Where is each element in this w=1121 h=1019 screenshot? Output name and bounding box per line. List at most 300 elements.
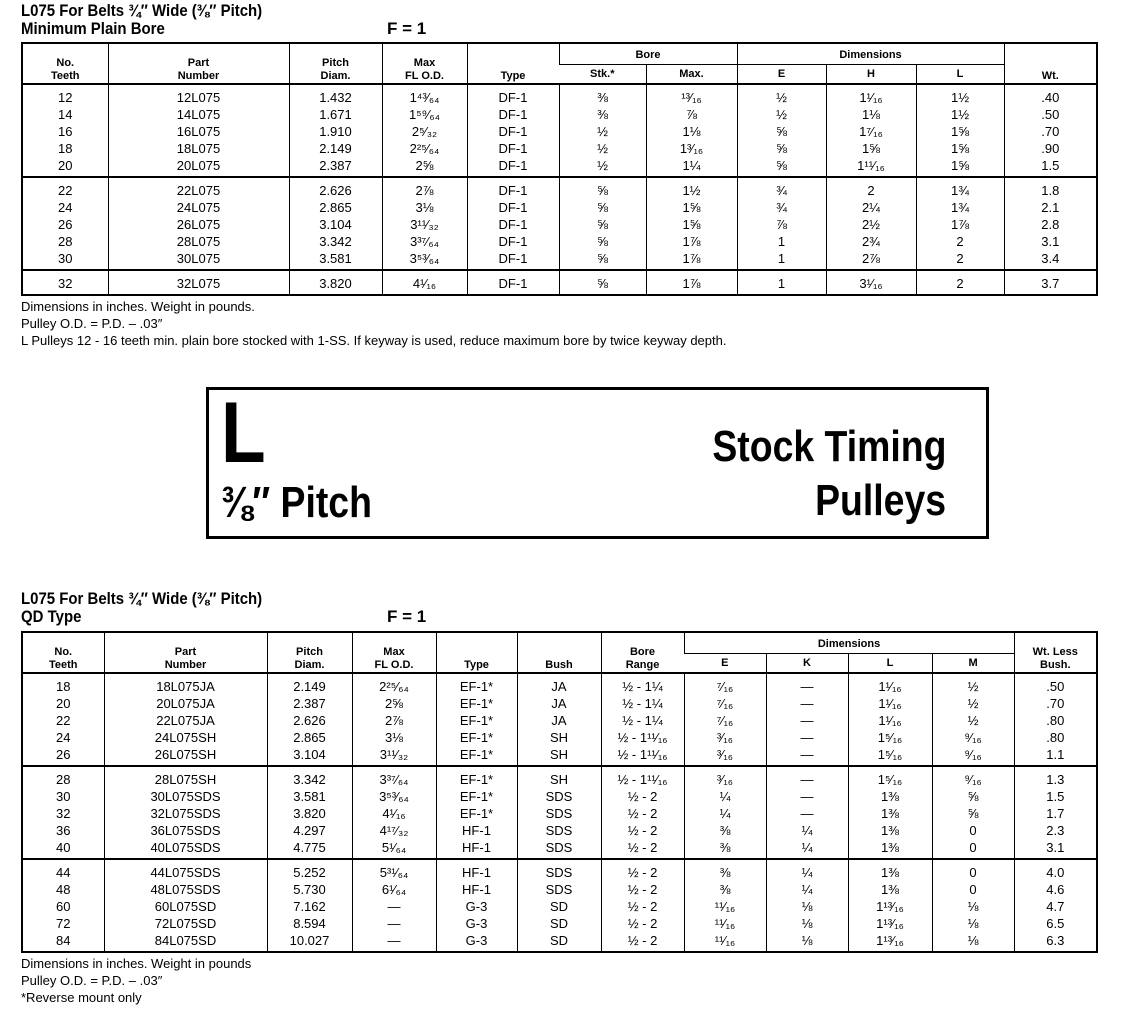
table-cell: 6¹⁄₆₄ (352, 881, 436, 898)
table-cell: ¹¹⁄₁₆ (684, 915, 766, 932)
table-cell: 1.432 (289, 84, 382, 106)
table-cell: — (766, 805, 848, 822)
table-cell: ⅜ (684, 859, 766, 881)
table-cell: ³⁄₁₆ (684, 729, 766, 746)
table-cell: .80 (1014, 712, 1097, 729)
table-cell: 1.671 (289, 106, 382, 123)
table-cell: 3¹⁄₁₆ (826, 270, 916, 295)
table-cell: ½ - 2 (601, 932, 684, 952)
table-cell: 1⅜ (848, 839, 932, 859)
table-cell: 18 (58, 141, 73, 156)
table-row (22, 898, 1097, 915)
col-wt: Wt. (1004, 43, 1097, 84)
table-cell: — (766, 695, 848, 712)
table-cell: 3¹¹⁄₃₂ (352, 746, 436, 766)
table-cell: 3¹¹⁄₃₂ (382, 216, 467, 233)
table-cell: DF-1 (467, 233, 559, 250)
table-cell: 24 (56, 730, 71, 745)
table-cell: 6.5 (1014, 915, 1097, 932)
table-cell: 84 (56, 933, 71, 948)
table-cell: 5.730 (267, 881, 352, 898)
table-cell: 1¹⁄₁₆ (848, 695, 932, 712)
qd-type-table (21, 631, 1098, 953)
table-cell: 4.775 (267, 839, 352, 859)
table-cell: G-3 (436, 898, 517, 915)
table-cell: ⅛ (766, 932, 848, 952)
table-cell: DF-1 (467, 270, 559, 295)
table-cell: — (352, 898, 436, 915)
section2-notes (21, 955, 1096, 1006)
table-cell: 1⁵⁹⁄₆₄ (382, 106, 467, 123)
note-line: Dimensions in inches. Weight in pounds (21, 956, 252, 971)
col-dim-e: E (737, 65, 826, 85)
table-cell: 3⁵³⁄₆₄ (382, 250, 467, 270)
qd-type-section (21, 590, 1096, 1006)
table-cell: EF-1* (436, 805, 517, 822)
col-dim-l: L (916, 65, 1004, 85)
table-cell: 0 (932, 859, 1014, 881)
table-cell: 1.910 (289, 123, 382, 140)
table-cell: ⅝ (559, 199, 646, 216)
table-cell: 5.252 (267, 859, 352, 881)
col-dim-h: H (826, 65, 916, 85)
col-pitch: Pitch Diam. (289, 43, 382, 84)
minimum-plain-bore-section (21, 2, 1096, 349)
table-cell: 3.820 (267, 805, 352, 822)
table-cell: 2⅝ (382, 157, 467, 177)
section2-subtitle-row (21, 608, 1096, 626)
table-cell: 3.581 (267, 788, 352, 805)
table-cell: 26L075SH (104, 746, 267, 766)
table-cell: ⅜ (684, 839, 766, 859)
table-cell: ⅞ (646, 106, 737, 123)
table-cell: 0 (932, 839, 1014, 859)
table-cell: ½ - 1¹¹⁄₁₆ (601, 729, 684, 746)
table-cell: 2⅞ (352, 712, 436, 729)
table-cell: G-3 (436, 915, 517, 932)
table-cell: SD (517, 932, 601, 952)
col-dim-l: L (848, 654, 932, 674)
table-cell: ⅝ (932, 788, 1014, 805)
table-cell: 20 (58, 158, 73, 173)
table-cell: 32 (58, 276, 73, 291)
table-cell: ⅛ (932, 898, 1014, 915)
table-cell: — (766, 729, 848, 746)
table-cell: 24L075SH (104, 729, 267, 746)
table-cell: 1 (737, 250, 826, 270)
table-cell: ⅛ (766, 898, 848, 915)
table-cell: 1⅜ (848, 859, 932, 881)
table-cell: HF-1 (436, 822, 517, 839)
table-cell: ⅜ (559, 84, 646, 106)
col-bore-range: Bore Range (601, 632, 684, 673)
table-cell: 1 (737, 270, 826, 295)
table-cell: 28 (56, 772, 71, 787)
table-cell: 1.5 (1004, 157, 1097, 177)
table-row (22, 216, 1097, 233)
table-cell: 1¹¹⁄₁₆ (826, 157, 916, 177)
table-cell: G-3 (436, 932, 517, 952)
table-row (22, 84, 1097, 106)
table-cell: ⅞ (737, 216, 826, 233)
table-cell: 4.7 (1014, 898, 1097, 915)
banner-letter: L (221, 385, 266, 481)
table-cell: 2 (916, 233, 1004, 250)
table-cell: SH (517, 766, 601, 788)
table-row (22, 822, 1097, 839)
table-cell: 28L075SH (104, 766, 267, 788)
table-cell: 24 (58, 200, 73, 215)
table-cell: 1⅝ (916, 123, 1004, 140)
table-cell: 24L075 (108, 199, 289, 216)
table-cell: 36L075SDS (104, 822, 267, 839)
table-row (22, 766, 1097, 788)
table-cell: 2 (916, 270, 1004, 295)
note-line: *Reverse mount only (21, 990, 142, 1005)
table-row (22, 250, 1097, 270)
table-cell: 2²⁵⁄₆₄ (382, 140, 467, 157)
table-cell: ½ - 1¼ (601, 673, 684, 695)
table-cell: 26L075 (108, 216, 289, 233)
note-line: L Pulleys 12 - 16 teeth min. plain bore stocked with 1-SS. If keyway is used, reduce maximum bore by twice keyway depth. (21, 333, 727, 348)
table-row (22, 157, 1097, 177)
table-cell: DF-1 (467, 84, 559, 106)
table-cell: ¼ (766, 839, 848, 859)
table-cell: 1⅜ (848, 822, 932, 839)
table-cell: DF-1 (467, 250, 559, 270)
table-cell: JA (517, 712, 601, 729)
table-cell: 3⅛ (382, 199, 467, 216)
table-cell: 1¹³⁄₁₆ (848, 932, 932, 952)
table-cell: 26 (58, 217, 73, 232)
table-cell: ⅛ (766, 915, 848, 932)
table-cell: EF-1* (436, 729, 517, 746)
table-cell: 16 (58, 124, 73, 139)
table-cell: ⅛ (932, 915, 1014, 932)
table-cell: 1⅜ (848, 881, 932, 898)
table-cell: ¼ (684, 788, 766, 805)
col-bush: Bush (517, 632, 601, 673)
table-cell: 18L075 (108, 140, 289, 157)
table-cell: SDS (517, 881, 601, 898)
table-cell: 32L075 (108, 270, 289, 295)
table-row (22, 177, 1097, 199)
table-cell: 1½ (916, 106, 1004, 123)
table-cell: ⁷⁄₁₆ (684, 712, 766, 729)
table-cell: HF-1 (436, 859, 517, 881)
table-cell: ½ - 1¼ (601, 695, 684, 712)
table-cell: DF-1 (467, 140, 559, 157)
col-pitch: Pitch Diam. (267, 632, 352, 673)
table-cell: 1¾ (916, 199, 1004, 216)
table-row (22, 123, 1097, 140)
table-cell: 28L075 (108, 233, 289, 250)
table-cell: 2 (826, 177, 916, 199)
table-cell: 4¹⁷⁄₃₂ (352, 822, 436, 839)
table-cell: HF-1 (436, 839, 517, 859)
table-cell: EF-1* (436, 695, 517, 712)
table-cell: ½ (932, 673, 1014, 695)
table-cell: 36 (56, 823, 71, 838)
table-cell: ⅝ (559, 233, 646, 250)
table-cell: ½ (559, 140, 646, 157)
table-cell: ½ - 2 (601, 859, 684, 881)
table-cell: 2.387 (289, 157, 382, 177)
col-part: Part Number (104, 632, 267, 673)
table-cell: 20 (56, 696, 71, 711)
table-cell: ½ - 1¹¹⁄₁₆ (601, 766, 684, 788)
table-cell: ½ (737, 84, 826, 106)
table-cell: SDS (517, 788, 601, 805)
col-bore-max: Max. (646, 65, 737, 85)
table-cell: JA (517, 673, 601, 695)
table-cell: 26 (56, 747, 71, 762)
table-cell: SDS (517, 805, 601, 822)
table-cell: EF-1* (436, 673, 517, 695)
table-cell: 3.104 (267, 746, 352, 766)
table-cell: 5³¹⁄₆₄ (352, 859, 436, 881)
table-cell: 2½ (826, 216, 916, 233)
table-cell: ¼ (766, 822, 848, 839)
col-group-dimensions: Dimensions (684, 632, 1014, 654)
table-cell: ½ - 2 (601, 788, 684, 805)
table-cell: ¼ (766, 859, 848, 881)
table-cell: 16L075 (108, 123, 289, 140)
table-row (22, 788, 1097, 805)
table-cell: 44L075SDS (104, 859, 267, 881)
table-cell: 1¹³⁄₁₆ (848, 915, 932, 932)
table-cell: ⅜ (684, 822, 766, 839)
table-cell: 2.626 (289, 177, 382, 199)
table-cell: 48L075SDS (104, 881, 267, 898)
table-cell: 1½ (916, 84, 1004, 106)
table-cell: 2 (916, 250, 1004, 270)
table-cell: ½ (737, 106, 826, 123)
table-row (22, 695, 1097, 712)
table-cell: 40L075SDS (104, 839, 267, 859)
table-cell: 4.297 (267, 822, 352, 839)
section1-subtitle: Minimum Plain Bore (21, 19, 165, 38)
table-cell: ½ (559, 157, 646, 177)
col-part: Part Number (108, 43, 289, 84)
table-cell: 1⅝ (916, 157, 1004, 177)
table-cell: 1¹⁄₁₆ (848, 673, 932, 695)
table-cell: 7.162 (267, 898, 352, 915)
table-cell: 4¹⁄₁₆ (352, 805, 436, 822)
table-cell: .90 (1004, 140, 1097, 157)
table-cell: 1⁴³⁄₆₄ (382, 84, 467, 106)
table-cell: .70 (1014, 695, 1097, 712)
table-cell: ¾ (737, 177, 826, 199)
table-cell: 3.581 (289, 250, 382, 270)
table-cell: 1⅛ (826, 106, 916, 123)
table-cell: 1¼ (646, 157, 737, 177)
table-cell: 1¹⁄₁₆ (848, 712, 932, 729)
table-row (22, 233, 1097, 250)
table-cell: ⁷⁄₁₆ (684, 673, 766, 695)
table-row (22, 746, 1097, 766)
table-cell: 20L075 (108, 157, 289, 177)
table-cell: 1.5 (1014, 788, 1097, 805)
table-cell: .40 (1004, 84, 1097, 106)
table-cell: 22 (56, 713, 71, 728)
table-cell: 1⅝ (646, 216, 737, 233)
col-group-bore: Bore (559, 43, 737, 65)
col-bore-stk: Stk.* (590, 67, 615, 80)
table-cell: 2.149 (289, 140, 382, 157)
col-group-dimensions: Dimensions (737, 43, 1004, 65)
table-cell: 44 (56, 865, 71, 880)
section1-subtitle-row (21, 20, 1096, 38)
table-cell: 2.865 (289, 199, 382, 216)
table-cell: DF-1 (467, 199, 559, 216)
table-cell: 3⁵³⁄₆₄ (352, 788, 436, 805)
table-cell: 2²⁵⁄₆₄ (352, 673, 436, 695)
table-cell: ⅝ (559, 270, 646, 295)
table-cell: 28 (58, 234, 73, 249)
table-cell: 4¹⁄₁₆ (382, 270, 467, 295)
table-cell: 2⅞ (382, 177, 467, 199)
table-cell: — (766, 788, 848, 805)
table-cell: SDS (517, 859, 601, 881)
table-row (22, 881, 1097, 898)
col-teeth: No. Teeth (50, 57, 80, 82)
table-cell: ¹¹⁄₁₆ (684, 932, 766, 952)
table-cell: 72 (56, 916, 71, 931)
table-cell: 60 (56, 899, 71, 914)
table-cell: 3.1 (1004, 233, 1097, 250)
table-cell: ⁹⁄₁₆ (932, 746, 1014, 766)
table-cell: 3³⁷⁄₆₄ (352, 766, 436, 788)
table-cell: 32 (56, 806, 71, 821)
table-cell: 30 (58, 251, 73, 266)
table-cell: 3.104 (289, 216, 382, 233)
section1-title: L075 For Belts ¾″ Wide (⅜″ Pitch) (21, 1, 263, 20)
table-cell: 30L075SDS (104, 788, 267, 805)
table-cell: ¼ (766, 881, 848, 898)
table-cell: 8.594 (267, 915, 352, 932)
table-cell: — (766, 746, 848, 766)
table-cell: 3³⁷⁄₆₄ (382, 233, 467, 250)
table-cell: 4.0 (1014, 859, 1097, 881)
table-cell: 1⁵⁄₁₆ (848, 729, 932, 746)
table-cell: 3⅛ (352, 729, 436, 746)
table-cell: 14 (58, 107, 73, 122)
col-dim-k: K (766, 654, 848, 674)
table-cell: 84L075SD (104, 932, 267, 952)
table-cell: SDS (517, 839, 601, 859)
table-cell: 3.342 (267, 766, 352, 788)
table-cell: ⅜ (559, 106, 646, 123)
table-cell: DF-1 (467, 177, 559, 199)
table-cell: 1⅜ (848, 788, 932, 805)
table-cell: ½ - 2 (601, 822, 684, 839)
table-cell: 48 (56, 882, 71, 897)
table-cell: EF-1* (436, 766, 517, 788)
table-cell: 30 (56, 789, 71, 804)
col-dim-m: M (932, 654, 1014, 674)
table-cell: ⁹⁄₁₆ (932, 729, 1014, 746)
col-maxfl: Max FL O.D. (352, 632, 436, 673)
table-cell: 2.865 (267, 729, 352, 746)
table-cell: EF-1* (436, 712, 517, 729)
table-cell: 40 (56, 840, 71, 855)
table-row (22, 859, 1097, 881)
col-type: Type (467, 43, 559, 84)
col-maxfl: Max FL O.D. (382, 43, 467, 84)
table-cell: 12L075 (108, 84, 289, 106)
table-cell: 1⁷⁄₁₆ (826, 123, 916, 140)
table-cell: .80 (1014, 729, 1097, 746)
section2-f-value: F = 1 (387, 607, 427, 626)
table-cell: 12 (58, 90, 73, 105)
table-cell: ⁷⁄₁₆ (684, 695, 766, 712)
table-cell: 1⅞ (916, 216, 1004, 233)
table-cell: 1⅜ (848, 805, 932, 822)
table-cell: SDS (517, 822, 601, 839)
table-cell: ½ - 2 (601, 915, 684, 932)
table-row (22, 106, 1097, 123)
table-cell: ³⁄₁₆ (684, 746, 766, 766)
section2-title: L075 For Belts ¾″ Wide (⅜″ Pitch) (21, 589, 263, 608)
table-cell: .50 (1004, 106, 1097, 123)
table-cell: 1.8 (1004, 177, 1097, 199)
table-cell: DF-1 (467, 106, 559, 123)
table-cell: 72L075SD (104, 915, 267, 932)
table-cell: DF-1 (467, 157, 559, 177)
table-cell: SD (517, 915, 601, 932)
table-cell: — (766, 673, 848, 695)
table-row (22, 915, 1097, 932)
table-cell: SH (517, 746, 601, 766)
table-cell: 2.387 (267, 695, 352, 712)
table-cell: 1⅞ (646, 250, 737, 270)
table-row (22, 270, 1097, 295)
table-cell: 2.626 (267, 712, 352, 729)
table-cell: 3.7 (1004, 270, 1097, 295)
banner-title-line1: Stock Timing (711, 422, 946, 471)
table-cell: EF-1* (436, 788, 517, 805)
table-cell: ¾ (737, 199, 826, 216)
table-cell: ½ - 2 (601, 805, 684, 822)
table-cell: 1.3 (1014, 766, 1097, 788)
table-cell: 1⅛ (646, 123, 737, 140)
table-cell: 2.8 (1004, 216, 1097, 233)
table-cell: 1⅝ (646, 199, 737, 216)
table-cell: ½ (559, 123, 646, 140)
section1-notes (21, 298, 1096, 349)
table-cell: SH (517, 729, 601, 746)
table-cell: ¹¹⁄₁₆ (684, 898, 766, 915)
table-cell: ½ (932, 712, 1014, 729)
table-cell: ½ - 1¼ (601, 712, 684, 729)
table-cell: 30L075 (108, 250, 289, 270)
table-cell: 1⅞ (646, 270, 737, 295)
table-cell: 1¾ (916, 177, 1004, 199)
table-cell: — (352, 915, 436, 932)
table-cell: 1¹⁄₁₆ (826, 84, 916, 106)
table-cell: JA (517, 695, 601, 712)
table-cell: 1 (737, 233, 826, 250)
table-cell: ¹³⁄₁₆ (646, 84, 737, 106)
table-cell: 1.1 (1014, 746, 1097, 766)
table-cell: ⅛ (932, 932, 1014, 952)
table-cell: 22 (58, 183, 73, 198)
table-cell: 1⅝ (916, 140, 1004, 157)
section1-f-value: F = 1 (387, 19, 427, 38)
table-cell: ½ (932, 695, 1014, 712)
table-cell: ⅝ (932, 805, 1014, 822)
